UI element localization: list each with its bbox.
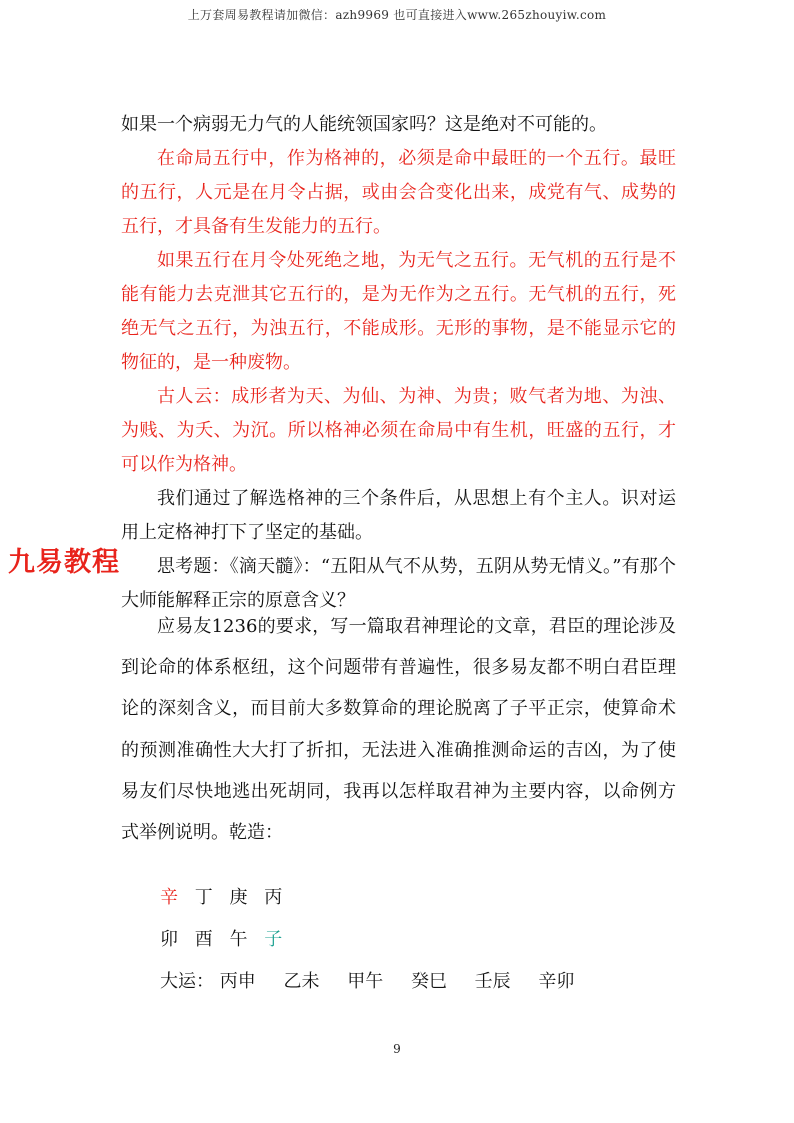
dayun-item: 壬辰: [474, 971, 511, 992]
dayun-label: 大运：: [160, 971, 214, 992]
stem-month: 丁: [194, 887, 213, 908]
dayun-item: 乙未: [283, 971, 320, 992]
body-text-block-2: [121, 606, 676, 853]
paragraph-2: 在命局五行中，作为格神的，必须是命中最旺的一个五行。最旺的五行，人元是在月令占据，或由会合变化出来，成党有气、成势的五行，才具备有生发能力的五行。: [121, 148, 676, 237]
dayun-item: 癸巳: [410, 971, 447, 992]
branch-year: 卯: [160, 929, 178, 950]
body-text-block: [121, 108, 676, 618]
paragraph-1: 如果一个病弱无力气的人能统领国家吗？这是绝对不可能的。: [121, 114, 607, 135]
bazi-branches-row: [160, 925, 293, 951]
branch-month: 酉: [194, 929, 213, 950]
paragraph-5: 我们通过了解选格神的三个条件后，从思想上有个主人。识对运用上定格神打下了坚定的基础。: [121, 488, 676, 543]
page-number: 9: [393, 1042, 401, 1056]
branch-day: 午: [229, 929, 248, 950]
dayun-row: [160, 967, 596, 993]
page-header: 上万套周易教程请加微信：azh9969 也可直接进入www.265zhouyiw.com: [187, 8, 607, 22]
branch-hour: 子: [264, 929, 283, 950]
dayun-item: 辛卯: [538, 971, 575, 992]
stem-hour: 丙: [264, 887, 283, 908]
paragraph-7: 应易友1236的要求，写一篇取君神理论的文章，君臣的理论涉及到论命的体系枢纽，这个问题带有普遍性，很多易友都不明白君臣理论的深刻含义，而目前大多数算命的理论脱离了子平正宗，使算命术的预测准确性大大打了折扣，无法进入准确推测命运的吉凶，为了使易友们尽快地逃出死胡同，我再以怎样取君神为主要内容，以命例方式举例说明。乾造：: [121, 616, 676, 844]
paragraph-6: 思考题：《滴天髓》：“五阳从气不从势，五阴从势无情义。”有那个大师能解释正宗的原意含义？: [121, 556, 676, 611]
stem-year: 辛: [160, 887, 178, 908]
paragraph-4: 古人云：成形者为天、为仙、为神、为贵；败气者为地、为浊、为贱、为夭、为沉。所以格神必须在命局中有生机，旺盛的五行，才可以作为格神。: [121, 386, 676, 475]
bazi-stems-row: [160, 883, 293, 909]
paragraph-3: 如果五行在月令处死绝之地，为无气之五行。无气机的五行是不能有能力去克泄其它五行的，是为无作为之五行。无气机的五行，死绝无气之五行，为浊五行，不能成形。无形的事物，是不能显示它的物征的，是一种废物。: [121, 250, 676, 373]
dayun-item: 甲午: [347, 971, 384, 992]
stem-day: 庚: [229, 887, 248, 908]
dayun-item: 丙申: [219, 971, 256, 992]
watermark-logo: 九易教程: [8, 547, 120, 578]
